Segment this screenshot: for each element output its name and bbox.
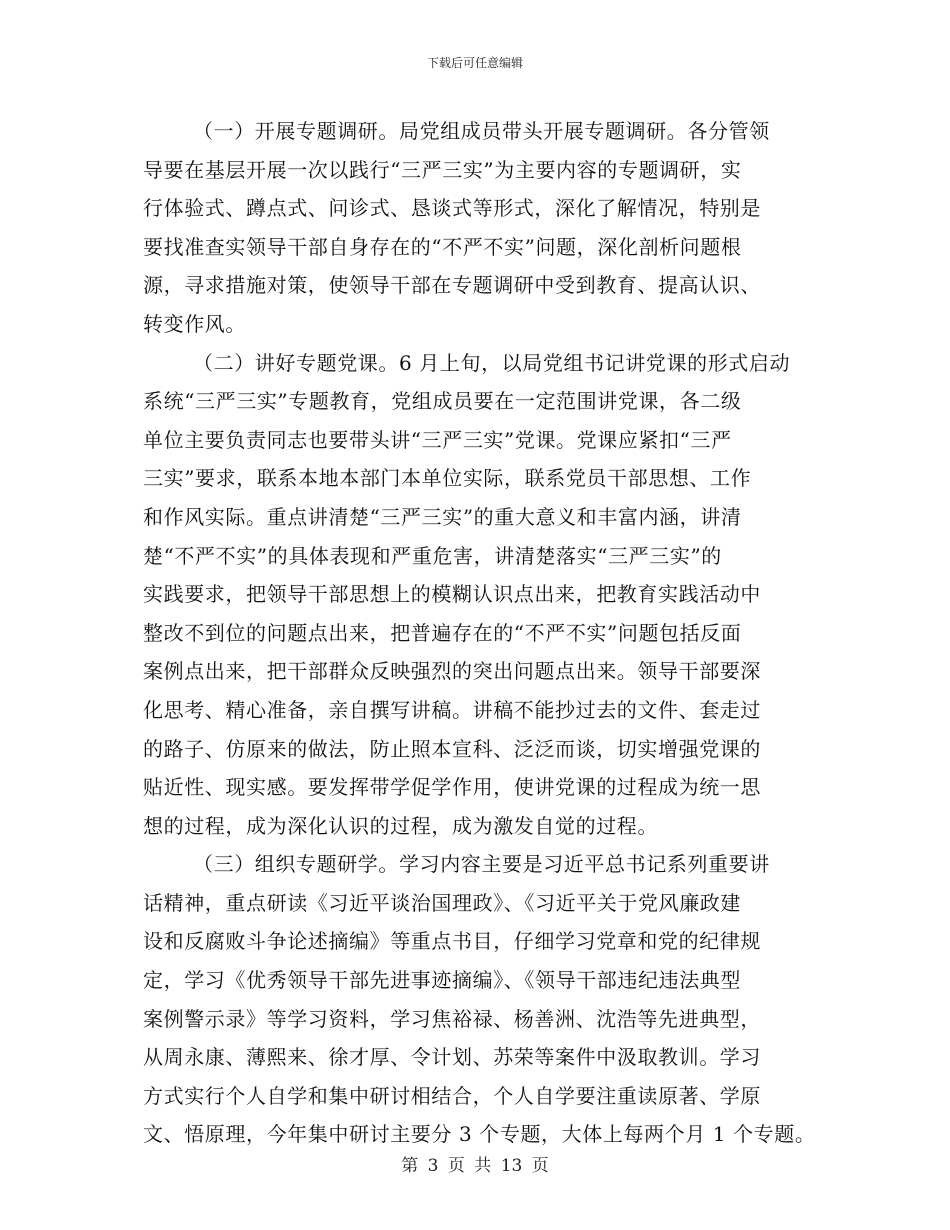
paragraph-2-line: 三实”要求，联系本地本部门本单位实际，联系党员干部思想、工作 <box>143 466 752 491</box>
paragraph-2-line: 实践要求，把领导干部思想上的模糊认识点出来，把教育实践活动中 <box>143 582 761 607</box>
paragraph-2-line: 和作风实际。重点讲清楚“三严三实”的重大意义和丰富内涵，讲清 <box>143 504 742 529</box>
paragraph-3-line: 文、悟原理，今年集中研讨主要分 3 个专题，大体上每两个月 1 个专题。 <box>143 1122 816 1147</box>
paragraph-2-line: 单位主要负责同志也要带头讲“三严三实”党课。党课应紧扣“三严 <box>143 427 732 452</box>
paragraph-1-line: 源，寻求措施对策，使领导干部在专题调研中受到教育、提高认识、 <box>143 273 761 298</box>
paragraph-1-line: 要找准查实领导干部自身存在的“不严不实”问题，深化剖析问题根 <box>143 234 742 259</box>
paragraph-3-line: 从周永康、薄熙来、徐才厚、令计划、苏荣等案件中汲取教训。学习 <box>143 1045 761 1070</box>
paragraph-2-line: 化思考、精心准备，亲自撰写讲稿。讲稿不能抄过去的文件、套走过 <box>143 697 761 722</box>
paragraph-2-line: 楚“不严不实”的具体表现和严重危害，讲清楚落实“三严三实”的 <box>143 543 722 568</box>
paragraph-3-line: （三）组织专题研学。学习内容主要是习近平总书记系列重要讲 <box>193 852 770 877</box>
paragraph-1-line: 行体验式、蹲点式、问诊式、恳谈式等形式，深化了解情况，特别是 <box>143 196 761 221</box>
paragraph-1-line: 导要在基层开展一次以践行“三严三实”为主要内容的专题调研，实 <box>143 157 742 182</box>
page-number-footer: 第 3 页 共 13 页 <box>401 1156 549 1176</box>
paragraph-3-line: 方式实行个人自学和集中研讨相结合，个人自学要注重读原著、学原 <box>143 1083 761 1108</box>
paragraph-2-line: 想的过程，成为深化认识的过程，成为激发自觉的过程。 <box>143 813 658 838</box>
paragraph-2-line: 的路子、仿原来的做法，防止照本宣科、泛泛而谈，切实增强党课的 <box>143 736 761 761</box>
body-text <box>143 112 833 1154</box>
paragraph-2-line: 系统“三严三实”专题教育，党组成员要在一定范围讲党课，各二级 <box>143 389 742 414</box>
paragraph-2-line: 案例点出来，把干部群众反映强烈的突出问题点出来。领导干部要深 <box>143 659 761 684</box>
paragraph-1-line: 转变作风。 <box>143 311 246 336</box>
paragraph-3-line: 话精神，重点研读《习近平谈治国理政》、《习近平关于党风廉政建 <box>143 890 741 915</box>
paragraph-2-line: （二）讲好专题党课。6 月上旬，以局党组书记讲党课的形式启动 <box>193 350 791 375</box>
paragraph-1-line: （一）开展专题调研。局党组成员带头开展专题调研。各分管领 <box>193 119 770 143</box>
paragraph-2-line: 整改不到位的问题点出来，把普遍存在的“不严不实”问题包括反面 <box>143 620 742 645</box>
paragraph-3-line: 设和反腐败斗争论述摘编》等重点书目，仔细学习党章和党的纪律规 <box>143 929 761 954</box>
paragraph-2-line: 贴近性、现实感。要发挥带学促学作用，使讲党课的过程成为统一思 <box>143 775 761 800</box>
page-header: 下载后可任意编辑 <box>426 56 523 70</box>
paragraph-3-line: 案例警示录》等学习资料，学习焦裕禄、杨善洲、沈浩等先进典型， <box>143 1006 761 1031</box>
paragraph-3-line: 定，学习《优秀领导干部先进事迹摘编》、《领导干部违纪违法典型 <box>143 968 741 993</box>
